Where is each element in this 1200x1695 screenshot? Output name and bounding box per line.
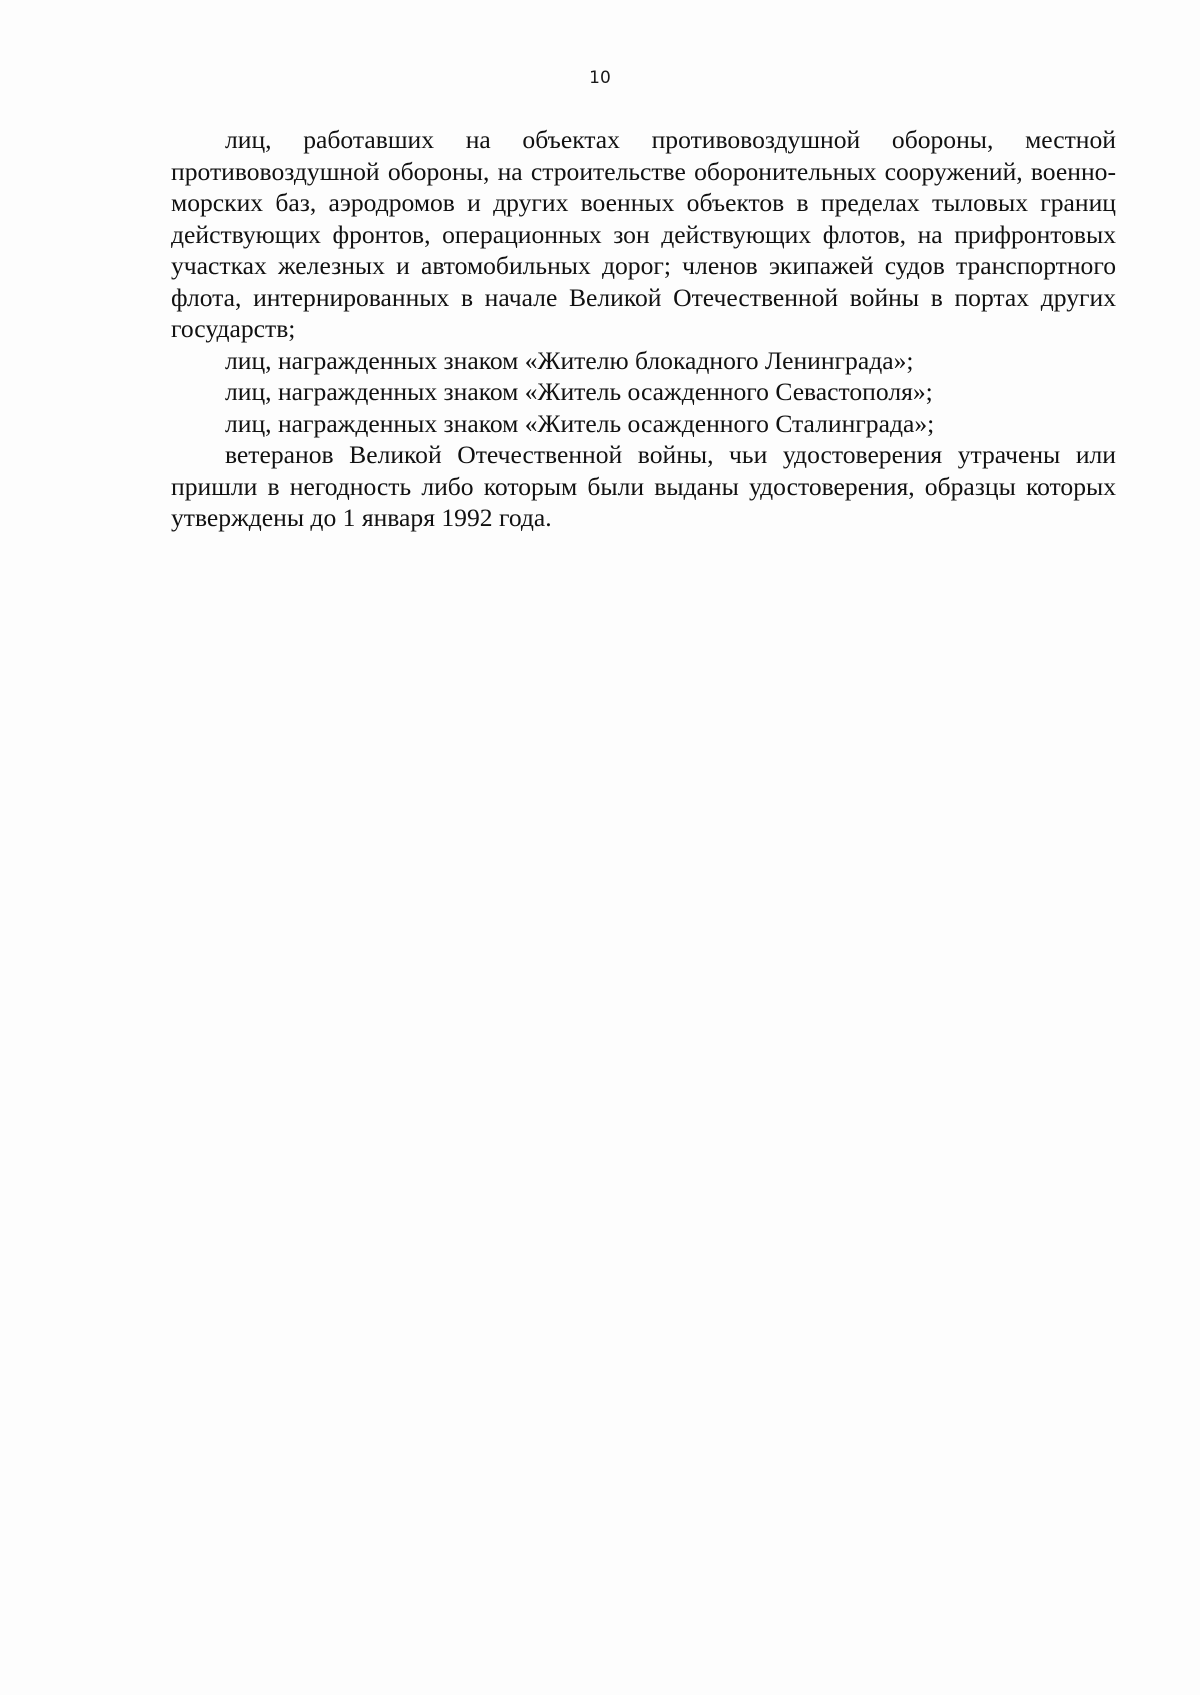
document-body: [171, 124, 1116, 534]
paragraph-sevastopol-badge: лиц, награжденных знаком «Житель осажденного Севастополя»;: [225, 377, 933, 406]
paragraph-lost-certificates: ветеранов Великой Отечественной войны, чьи удостоверения утрачены или пришли в негодность либо которым были выданы удостоверения, образцы которых утверждены до 1 января 1992 года.: [171, 440, 1116, 532]
paragraph-stalingrad-badge: лиц, награжденных знаком «Житель осажденного Сталинграда»;: [225, 408, 935, 438]
paragraph-leningrad-blockade-badge: лиц, награжденных знаком «Жителю блокадного Ленинграда»;: [225, 345, 914, 375]
paragraph-air-defense-workers: лиц, работавших на объектах противовоздушной обороны, местной противовоздушной обороны, на строительстве оборонительных сооружений, военно-морских баз, аэродромов и других военных объектов в пределах тыловых границ действующих фронтов, операционных зон действующих флотов, на прифронтовых участках железных и автомобильных дорог; членов экипажей судов транспортного флота, интернированных в начале Великой Отечественной войны в портах других государств;: [171, 125, 1116, 343]
page-number: 10: [589, 68, 611, 88]
